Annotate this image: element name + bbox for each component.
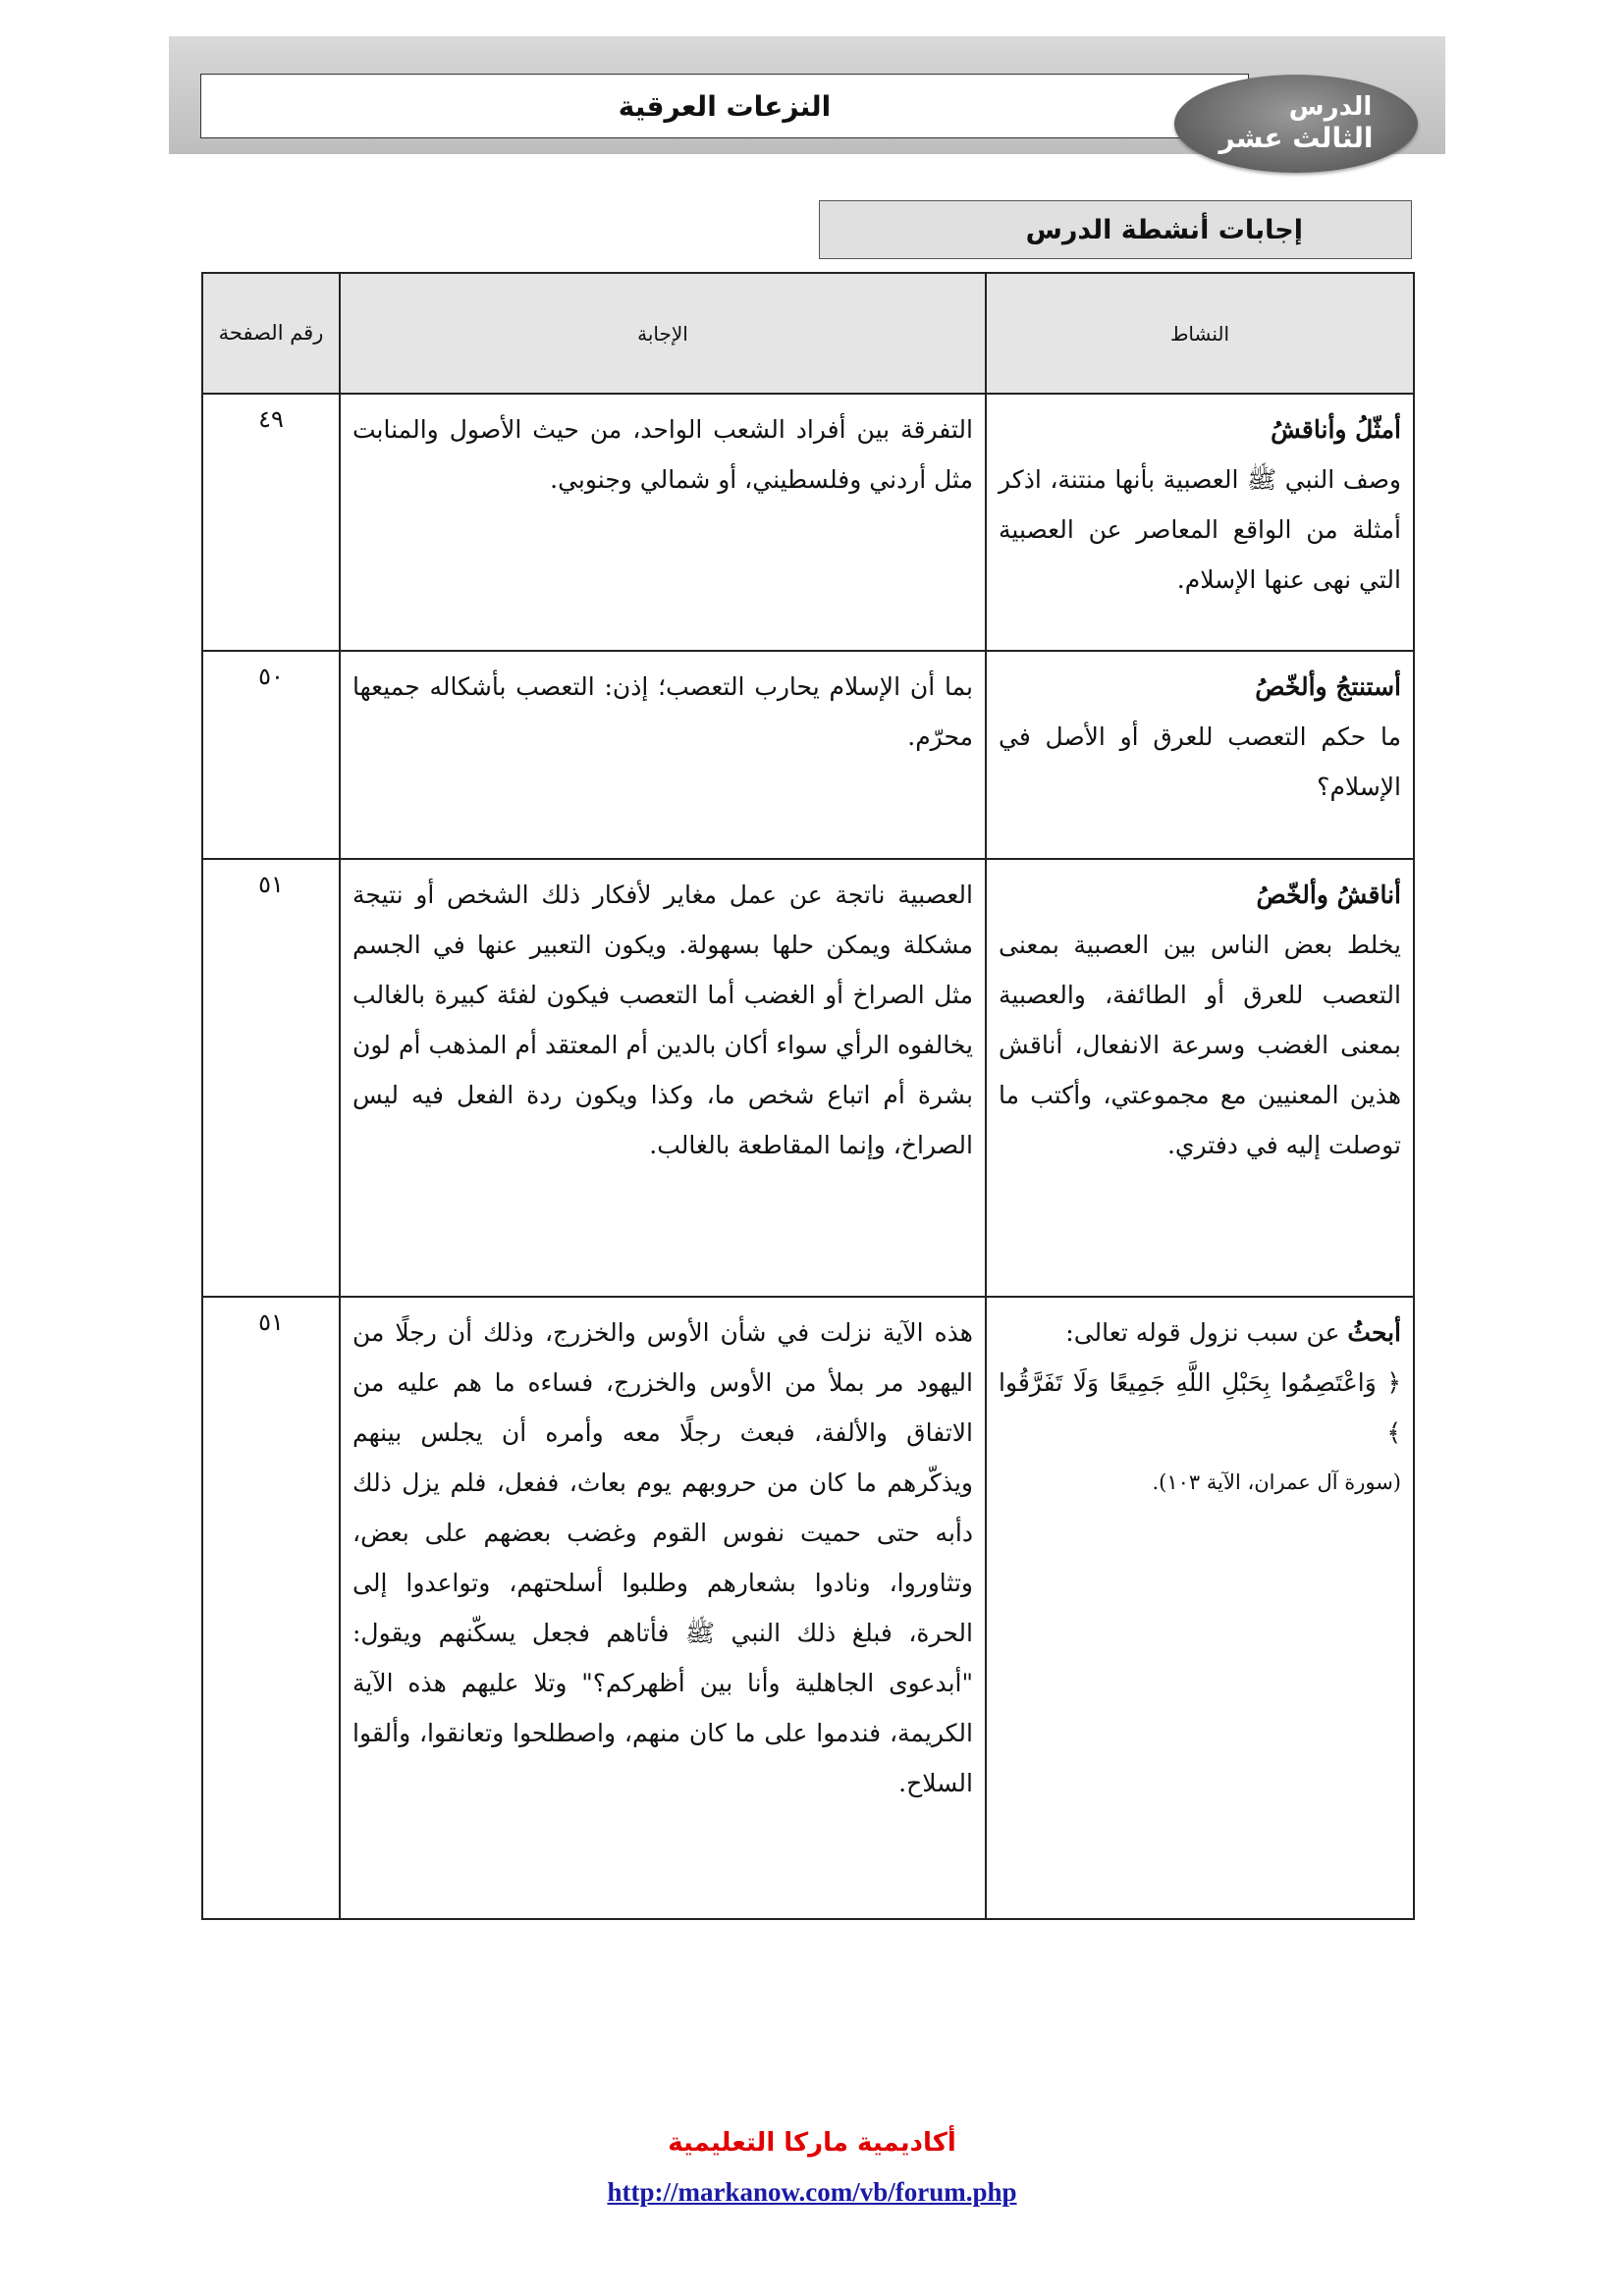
activity-cell (986, 1297, 1414, 1919)
quran-verse: ﴿ وَاعْتَصِمُوا بِحَبْلِ اللَّهِ جَمِيعًا وَلَا تَفَرَّقُوا ﴾ (999, 1368, 1401, 1447)
section-title: إجابات أنشطة الدرس (1025, 214, 1303, 245)
footer-academy-name: أكاديمية ماركا التعليمية (668, 2128, 956, 2158)
lesson-badge-line1: الدرس (1288, 91, 1373, 122)
table-header-row (202, 273, 1414, 394)
footer-forum-link[interactable]: http://markanow.com/vb/forum.php (607, 2177, 1017, 2207)
section-title-box (819, 200, 1412, 259)
activity-title: أناقشُ وألخّصُ (1256, 881, 1401, 909)
activity-title: أبحثُ (1347, 1318, 1401, 1347)
table-row (202, 394, 1414, 651)
answer-cell: هذه الآية نزلت في شأن الأوس والخزرج، وذلك أن رجلًا من اليهود مر بملأ من الأوس والخزرج، فساءه ما هم عليه من الاتفاق والألفة، فبعث رجلًا معه وأمره أن يجلس بينهم ويذكّرهم ما كان من حروبهم يوم بعاث، ففعل، فلم يزل ذلك دأبه حتى حميت نفوس القوم وغضب بعضهم على بعض، وتثاوروا، ونادوا بشعارهم وطلبوا أسلحتهم، وتواعدوا إلى الحرة، فبلغ ذلك النبي ﷺ فأتاهم فجعل يسكّنهم ويقول: "أبدعوى الجاهلية وأنا بين أظهركم؟" وتلا عليهم هذه الآية الكريمة، فندموا على ما كان منهم، واصطلحوا وتعانقوا، وألقوا السلاح. (340, 1297, 986, 1919)
activity-text: يخلط بعض الناس بين العصبية بمعنى التعصب للعرق أو الطائفة، والعصبية بمعنى الغضب وسرعة الانفعال، أناقش هذين المعنيين مع مجموعتي، وأكتب ما توصلت إليه في دفتري. (999, 931, 1401, 1159)
page-number-cell: ٤٩ (202, 394, 340, 651)
activity-text: عن سبب نزول قوله تعالى: (1065, 1318, 1340, 1347)
answer-cell: بما أن الإسلام يحارب التعصب؛ إذن: التعصب بأشكاله جميعها محرّم. (340, 651, 986, 859)
answer-cell: التفرقة بين أفراد الشعب الواحد، من حيث الأصول والمنابت مثل أردني وفلسطيني، أو شمالي وجنوبي. (340, 394, 986, 651)
activity-cell (986, 394, 1414, 651)
lesson-number-badge (1174, 75, 1418, 173)
header-activity: النشاط (986, 273, 1414, 394)
activity-heading (1065, 1318, 1401, 1347)
activity-text: وصف النبي ﷺ العصبية بأنها منتنة، اذكر أمثلة من الواقع المعاصر عن العصبية التي نهى عنها الإسلام. (999, 465, 1401, 594)
quran-reference: (سورة آل عمران، الآية ١٠٣). (1152, 1470, 1401, 1494)
table-row (202, 651, 1414, 859)
activity-title: أستنتجُ وألخّصُ (1255, 672, 1401, 701)
page-number-cell: ٥١ (202, 1297, 340, 1919)
page-number-cell: ٥٠ (202, 651, 340, 859)
header-page: رقم الصفحة (202, 273, 340, 394)
table-row (202, 1297, 1414, 1919)
table-row (202, 859, 1414, 1297)
answer-cell: العصبية ناتجة عن عمل مغاير لأفكار ذلك الشخص أو نتيجة مشكلة ويمكن حلها بسهولة. ويكون التعبير عنها في الجسم مثل الصراخ أو الغضب أما التعصب فيكون لفئة كبيرة بالغالب يخالفوه الرأي سواء أكان بالدين أم المعتقد أم المذهب أم لون بشرة أم اتباع شخص ما، وكذا ويكون ردة الفعل فيه ليس الصراخ، وإنما المقاطعة بالغالب. (340, 859, 986, 1297)
lesson-title: النزعات العرقية (618, 89, 832, 123)
page-number-cell: ٥١ (202, 859, 340, 1297)
activity-text: ما حكم التعصب للعرق أو الأصل في الإسلام؟ (999, 722, 1401, 801)
lesson-title-box (200, 74, 1249, 138)
answers-table (201, 272, 1415, 1920)
activity-title: أمثّلُ وأناقشُ (1271, 415, 1401, 444)
activity-cell (986, 651, 1414, 859)
header-answer: الإجابة (340, 273, 986, 394)
lesson-badge-line2: الثالث عشر (1218, 121, 1374, 154)
activity-cell (986, 859, 1414, 1297)
